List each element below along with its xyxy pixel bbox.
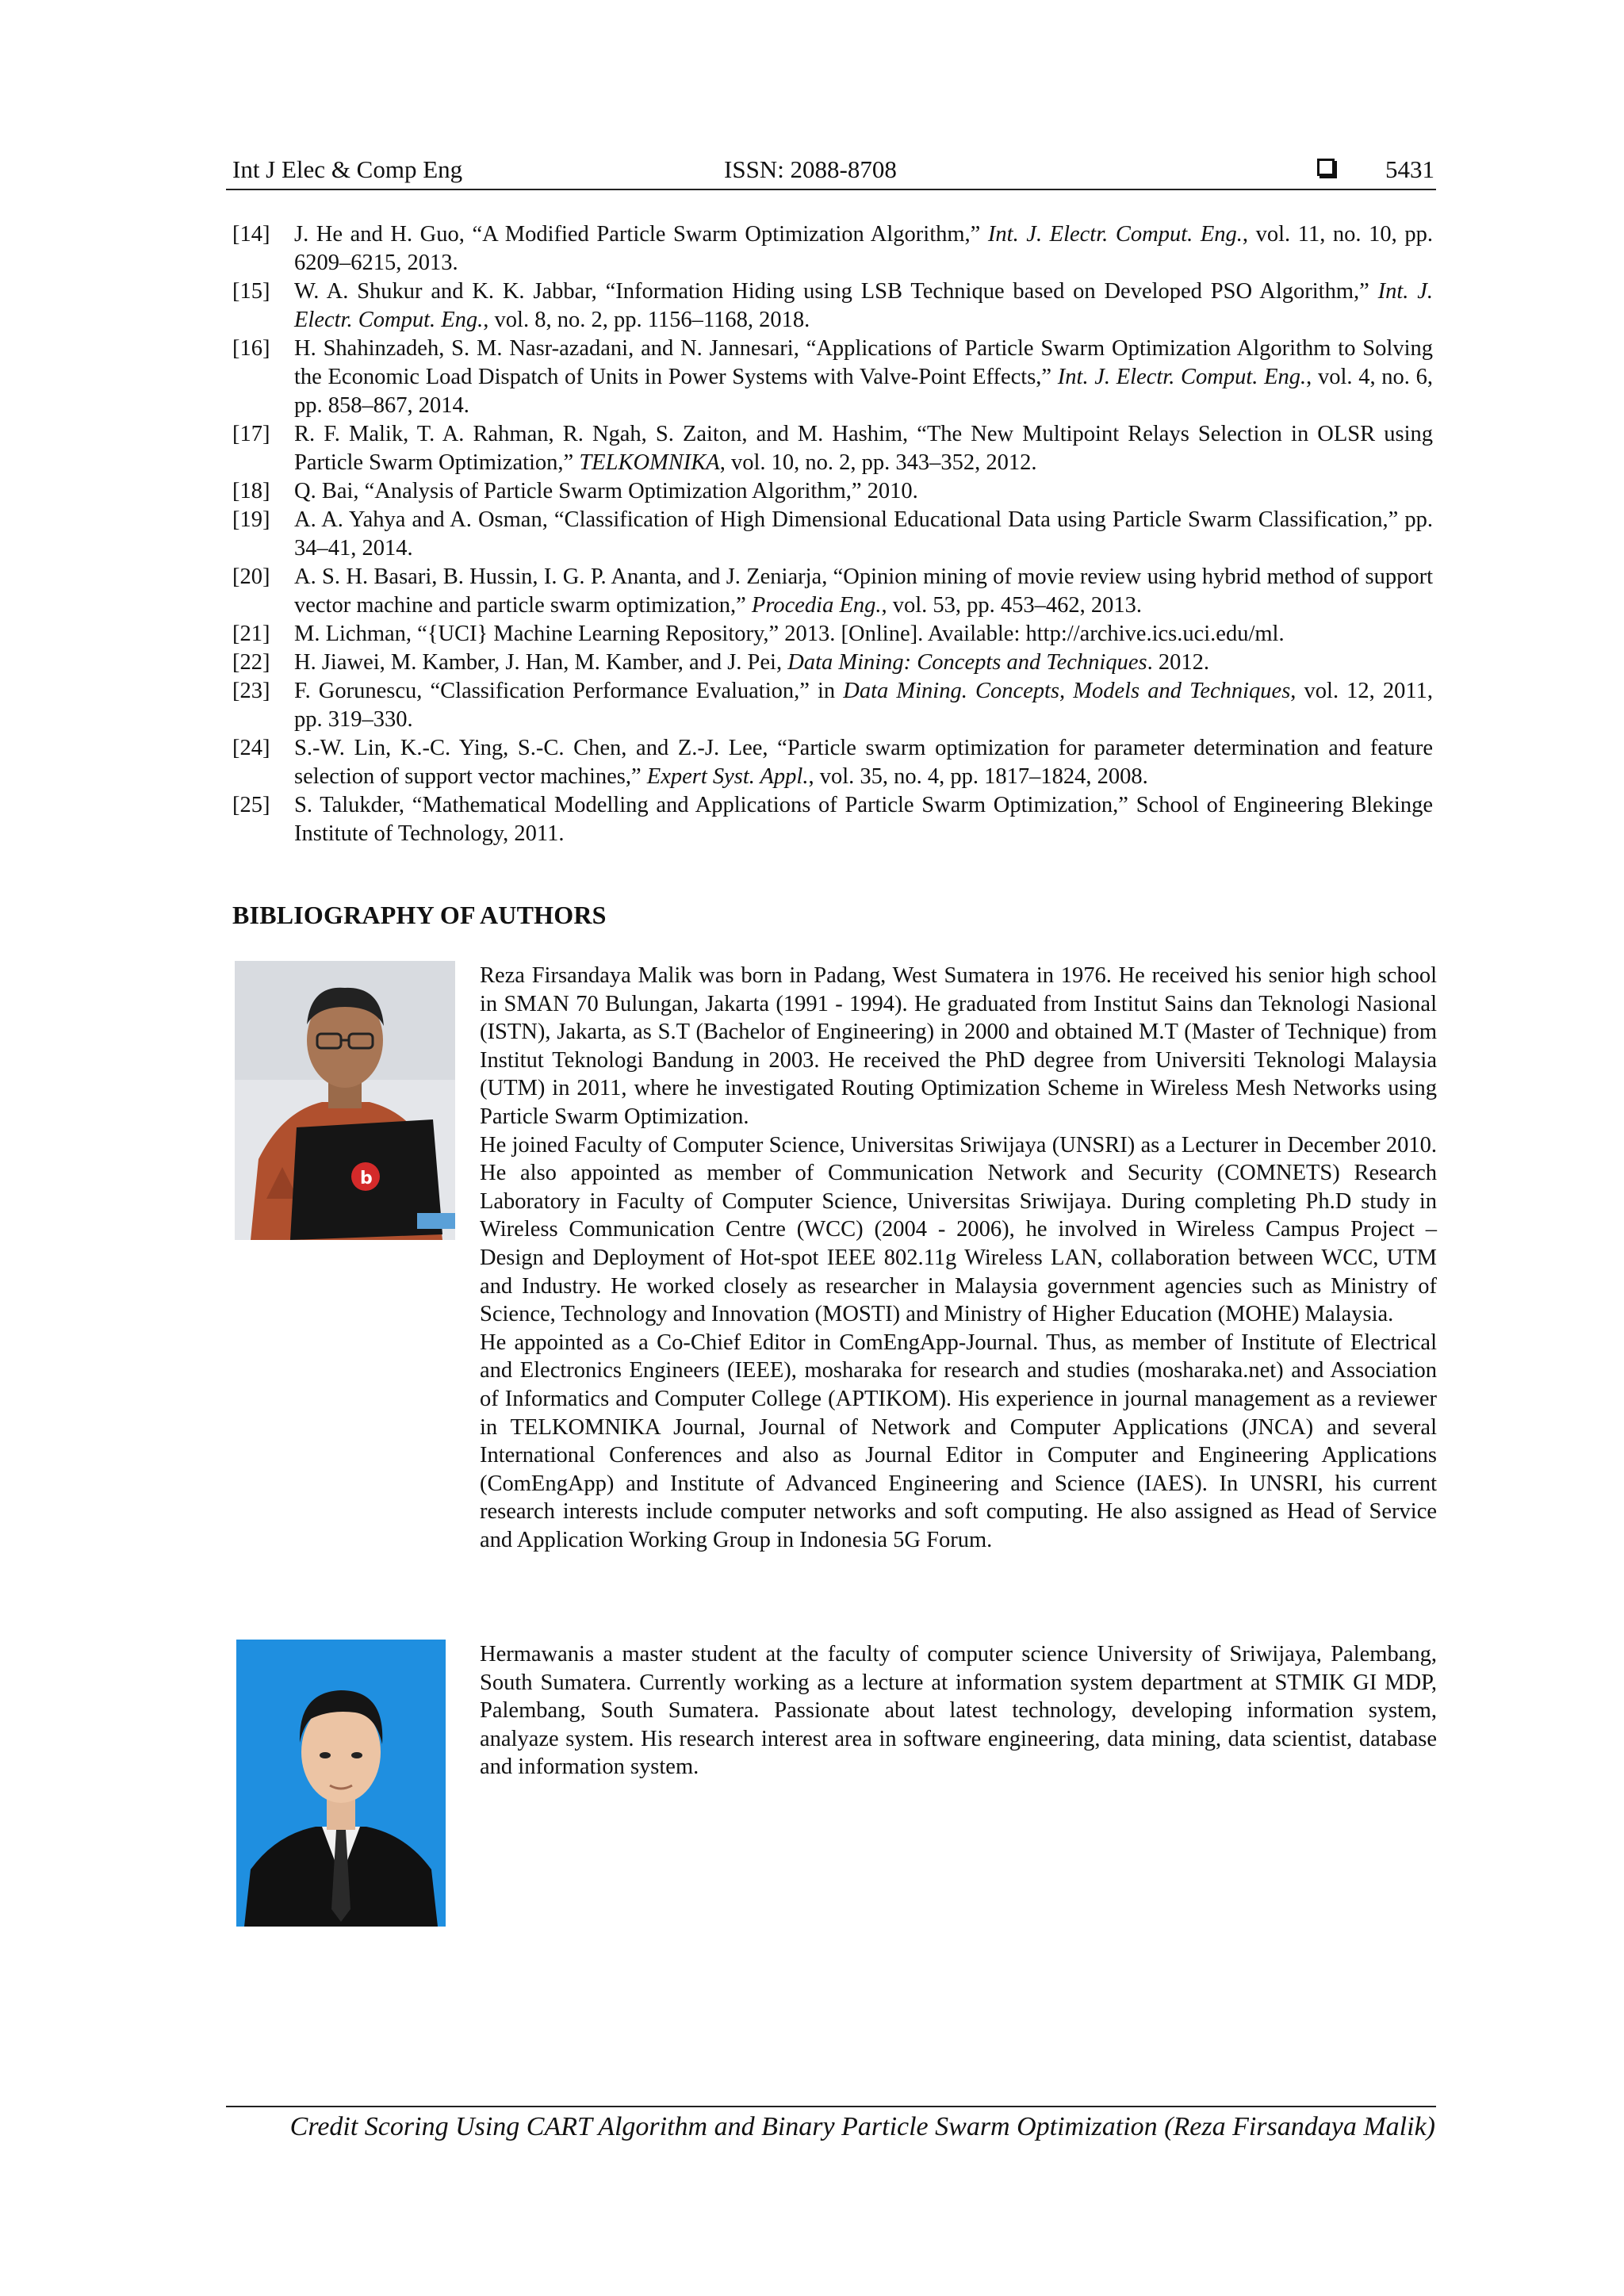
reference-source: Data Mining. Concepts, Models and Techniques: [843, 679, 1291, 703]
reference-number: [19]: [232, 507, 270, 532]
reference-number: [18]: [232, 479, 270, 503]
reference-item: [232, 734, 1433, 791]
author-bio-1-paragraph-3: He appointed as a Co-Chief Editor in ComEngApp-Journal. Thus, as member of Institute of Electrical and Electronics Engineers (IEEE), mosharaka for research and studies (mosharaka.net) and Association of Informatics and Computer College (APTIKOM). His experience in journal management as a reviewer in TELKOMNIKA Journal, Journal of Network and Computer Applications (JNCA) and several International Conferences and also as Journal Editor in Computer and Engineering Applications (ComEngApp) and Institute of Advanced Engineering and Science (IAES). In UNSRI, his current research interests include computer networks and soft computing. He also assigned as Head of Service and Application Working Group in Indonesia 5G Forum.: [480, 1330, 1437, 1552]
reference-details: , vol. 4, no. 6, pp. 858–867, 2014.: [294, 365, 1434, 418]
reference-text: S. Talukder, “Mathematical Modelling and Applications of Particle Swarm Optimization,” School of Engineering Blekinge Institute of Technology, 2011.: [294, 793, 1433, 846]
reference-source: Int. J. Electr. Comput. Eng.: [1057, 365, 1307, 389]
footer-rule: [226, 2106, 1436, 2107]
reference-details: . 2012.: [1147, 650, 1209, 675]
reference-item: [232, 277, 1433, 335]
journal-name: Int J Elec & Comp Eng: [232, 155, 463, 183]
reference-text: A. S. H. Basari, B. Hussin, I. G. P. Ananta, and J. Zeniarja, “Opinion mining of movie review using hybrid method of support vector machine and particle swarm optimization,”: [294, 564, 1433, 618]
reference-source: TELKOMNIKA: [579, 450, 720, 475]
author-photo-2-image: [236, 1640, 446, 1927]
reference-number: [20]: [232, 564, 270, 589]
reference-number: [15]: [232, 279, 270, 304]
author-photo-1: [235, 961, 455, 1240]
reference-number: [17]: [232, 422, 270, 446]
reference-item: [232, 791, 1433, 848]
reference-text: R. F. Malik, T. A. Rahman, R. Ngah, S. Zaiton, and M. Hashim, “The New Multipoint Relays Selection in OLSR using Particle Swarm Optimization,”: [294, 422, 1433, 475]
reference-text: J. He and H. Guo, “A Modified Particle Swarm Optimization Algorithm,”: [294, 222, 988, 247]
issn: ISSN: 2088-8708: [724, 155, 897, 183]
reference-text: W. A. Shukur and K. K. Jabbar, “Information Hiding using LSB Technique based on Developed PSO Algorithm,”: [294, 279, 1378, 304]
reference-number: [16]: [232, 336, 270, 361]
reference-number: [25]: [232, 793, 270, 817]
reference-source: Expert Syst. Appl.: [646, 764, 809, 789]
svg-text:b: b: [360, 1169, 373, 1188]
reference-details: , vol. 12, 2011, pp. 319–330.: [294, 679, 1433, 732]
reference-text: H. Shahinzadeh, S. M. Nasr-azadani, and N. Jannesari, “Applications of Particle Swarm Optimization Algorithm to Solving the Economic Load Dispatch of Units in Power Systems with Valve-Point Effects,”: [294, 336, 1433, 389]
reference-text: F. Gorunescu, “Classification Performance Evaluation,” in: [294, 679, 844, 703]
reference-item: [232, 477, 1433, 506]
reference-number: [23]: [232, 679, 270, 703]
reference-item: [232, 677, 1433, 734]
reference-item: [232, 620, 1433, 649]
reference-text: M. Lichman, “{UCI} Machine Learning Repository,” 2013. [Online]. Available: http://archive.ics.uci.edu/ml.: [294, 622, 1285, 646]
reference-item: [232, 335, 1433, 420]
header-rule: [226, 189, 1436, 190]
reference-source: Int. J. Electr. Comput. Eng.: [294, 279, 1434, 332]
page-number: 5431: [1385, 155, 1434, 183]
reference-text: H. Jiawei, M. Kamber, J. Han, M. Kamber, and J. Pei,: [294, 650, 788, 675]
reference-details: , vol. 10, no. 2, pp. 343–352, 2012.: [719, 450, 1037, 475]
reference-source: Procedia Eng.: [751, 593, 882, 618]
author-bio-1-paragraph-1: Reza Firsandaya Malik was born in Padang, West Sumatera in 1976. He received his senior high school in SMAN 70 Bulungan, Jakarta (1991 - 1994). He graduated from Institut Sains dan Teknologi Nasional (ISTN), Jakarta, as S.T (Bachelor of Engineering) in 2000 and obtained M.T (Master of Technique) from Institut Teknologi Bandung in 2003. He received the PhD degree from Universiti Teknologi Malaysia (UTM) in 2011, where he investigated Routing Optimization Scheme in Wireless Mesh Networks using Particle Swarm Optimization.: [480, 963, 1437, 1129]
author-bio-1-paragraph-2: He joined Faculty of Computer Science, Universitas Sriwijaya (UNSRI) as a Lecturer in December 2010. He also appointed as member of Communication Network and Security (COMNETS) Research Laboratory in Faculty of Computer Science, Universitas Sriwijaya. During completing Ph.D study in Wireless Communication Centre (WCC) (2004 - 2006), he involved in Wireless Campus Project – Design and Deployment of Hot-spot IEEE 802.11g Wireless LAN, collaboration between WCC, UTM and Industry. He worked closely as researcher in Malaysia government agencies such as Ministry of Science, Technology and Innovation (MOSTI) and Ministry of Higher Education (MOHE) Malaysia.: [480, 1132, 1437, 1327]
reference-item: [232, 563, 1433, 620]
section-title: BIBLIOGRAPHY OF AUTHORS: [232, 901, 607, 929]
reference-item: [232, 649, 1433, 677]
reference-details: , vol. 11, no. 10, pp. 6209–6215, 2013.: [294, 222, 1433, 275]
author-bio-2-paragraph-1: Hermawanis a master student at the faculty of computer science University of Sriwijaya, Palembang, South Sumatera. Currently working as a lecture at information system department at STMIK GI MDP, Palembang, South Sumatera. Passionate about latest technology, developing information system, analyaze system. His research interest area in software engineering, data mining, data scientist, database and information system.: [480, 1642, 1437, 1780]
author-photo-1-image: [235, 961, 455, 1240]
author-photo-2: [236, 1640, 446, 1927]
reference-source: Data Mining: Concepts and Techniques: [787, 650, 1147, 675]
reference-item: [232, 420, 1433, 477]
reference-item: [232, 506, 1433, 563]
reference-details: , vol. 35, no. 4, pp. 1817–1824, 2008.: [808, 764, 1148, 789]
reference-number: [22]: [232, 650, 270, 675]
reference-number: [14]: [232, 222, 270, 247]
page-header: [232, 155, 1436, 190]
reference-number: [24]: [232, 736, 270, 760]
reference-item: [232, 220, 1433, 277]
reference-details: , vol. 8, no. 2, pp. 1156–1168, 2018.: [483, 308, 810, 332]
author-bio-1: [480, 962, 1437, 1554]
footer-title: Credit Scoring Using CART Algorithm and Binary Particle Swarm Optimization (Reza Firsandaya Malik): [289, 2112, 1435, 2141]
reference-number: [21]: [232, 622, 270, 646]
checkbox-square-icon: [1317, 159, 1335, 176]
author-bio-2: [480, 1640, 1437, 1781]
reference-text: Q. Bai, “Analysis of Particle Swarm Optimization Algorithm,” 2010.: [294, 479, 918, 503]
reference-text: A. A. Yahya and A. Osman, “Classification of High Dimensional Educational Data using Particle Swarm Classification,” pp. 34–41, 2014.: [294, 507, 1433, 561]
reference-details: , vol. 53, pp. 453–462, 2013.: [881, 593, 1143, 618]
reference-source: Int. J. Electr. Comput. Eng.: [987, 222, 1243, 247]
reference-text: S.-W. Lin, K.-C. Ying, S.-C. Chen, and Z.-J. Lee, “Particle swarm optimization for parameter determination and feature selection of support vector machines,”: [294, 736, 1433, 789]
reference-list: [232, 220, 1433, 848]
